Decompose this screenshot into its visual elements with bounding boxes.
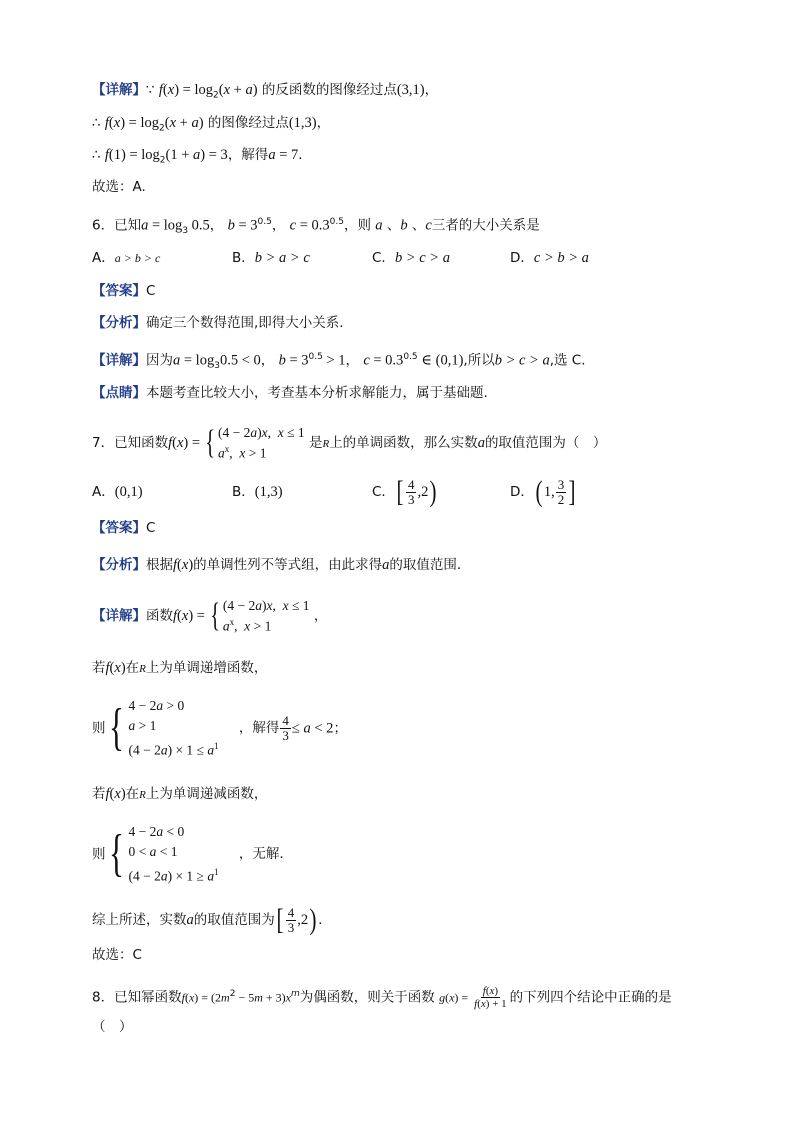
- detail-line-1: 【详解】∵ $f(x) = \log_2(x + a)$ 的反函数的图像经过点(3,1)，: [92, 82, 439, 101]
- q6-option-c: C．b > c > a: [372, 250, 450, 266]
- q6-stem: 6．已知$a = \log_3 0.5$， $b = 3^{0.5}$， $c = 0.3^{0.5}$，则 a 、b 、c三者的大小关系是: [92, 217, 540, 237]
- q7-answer: 【答案】C: [92, 520, 156, 536]
- q7-choice: 故选：C: [92, 947, 142, 963]
- q7-summary: 综上所述，实数a的取值范围为[ $\frac{4}{3}$ ,2) .: [92, 903, 323, 936]
- q7-option-a: A．(0,1): [92, 484, 143, 500]
- q7-option-d: D．( 1, $\frac{3}{2}$ ]: [510, 475, 576, 508]
- q7-detail-piecewise: { (4 − 2a)x, x ≤ 1 $a^x$, x > 1: [209, 596, 310, 634]
- detail-line-2: ∴ $f(x) = \log_2(x + a)$ 的图像经过点(1,3)，: [92, 115, 331, 134]
- q7-option-b: B．(1,3): [232, 484, 283, 500]
- q6-option-b: B．b > a > c: [232, 250, 310, 266]
- q8-stem: 8．已知幂函数$f(x) = (2m^2 - 5m + 3)x^m$为偶函数，则关于函数 g(x) = $\frac{f(x)}{f(x) + 1}$ 的下列四个结论中正确的是: [92, 985, 672, 1010]
- q7-increasing-system: 则 { 4 − 2a > 0 a > 1 $(4 - 2a) \times 1 \le a^1$ ，解得 $\frac{4}{3}$ ≤ a < 2；: [92, 698, 347, 758]
- q6-answer: 【答案】C: [92, 283, 156, 299]
- q6-comment: 【点睛】本题考查比较大小，考查基本分析求解能力，属于基础题.: [92, 385, 488, 401]
- q7-decreasing-system: 则 { 4 − 2a < 0 0 < a < 1 $(4 - 2a) \times 1 \ge a^1$ ，无解.: [92, 824, 284, 884]
- q7-option-c: C．[ $\frac{4}{3}$ ,2): [372, 475, 437, 508]
- q6-detail: 【详解】因为$a = \log_30.5 < 0$， $b = 3^{0.5} > 1$， $c = 0.3^{0.5}$ ∈ (0,1),所以b > c > a,选 C.: [92, 352, 586, 372]
- q6-analysis: 【分析】确定三个数得范围,即得大小关系.: [92, 315, 344, 331]
- q6-option-a: A．a > b > c: [92, 250, 161, 266]
- q7-analysis: 【分析】根据f(x)的单调性列不等式组，由此求得a的取值范围.: [92, 557, 462, 573]
- q7-detail: 【详解】函数f(x) = { (4 − 2a)x, x ≤ 1 $a^x$, x > 1 ，: [92, 596, 328, 634]
- q7-stem: 7．已知函数f(x) = { (4 − 2a)x, x ≤ 1 $a^x$, x > 1 是R上的单调函数，那么实数a的取值范围为（ ）: [92, 423, 607, 461]
- q6-option-d: D．c > b > a: [510, 250, 589, 266]
- q7-increasing-case: 若f(x)在R上为单调递增函数，: [92, 660, 268, 676]
- detail-label: 【详解】: [92, 82, 146, 98]
- q7-decreasing-case: 若f(x)在R上为单调递减函数，: [92, 786, 268, 802]
- detail-line-3: ∴ $f(1) = \log_2(1 + a) = 3$，解得a = 7.: [92, 147, 303, 166]
- q7-piecewise: { (4 − 2a)x, x ≤ 1 $a^x$, x > 1: [204, 423, 305, 461]
- q8-stem-bracket: （ ）: [92, 1019, 133, 1035]
- choice-line: 故选：A.: [92, 179, 146, 195]
